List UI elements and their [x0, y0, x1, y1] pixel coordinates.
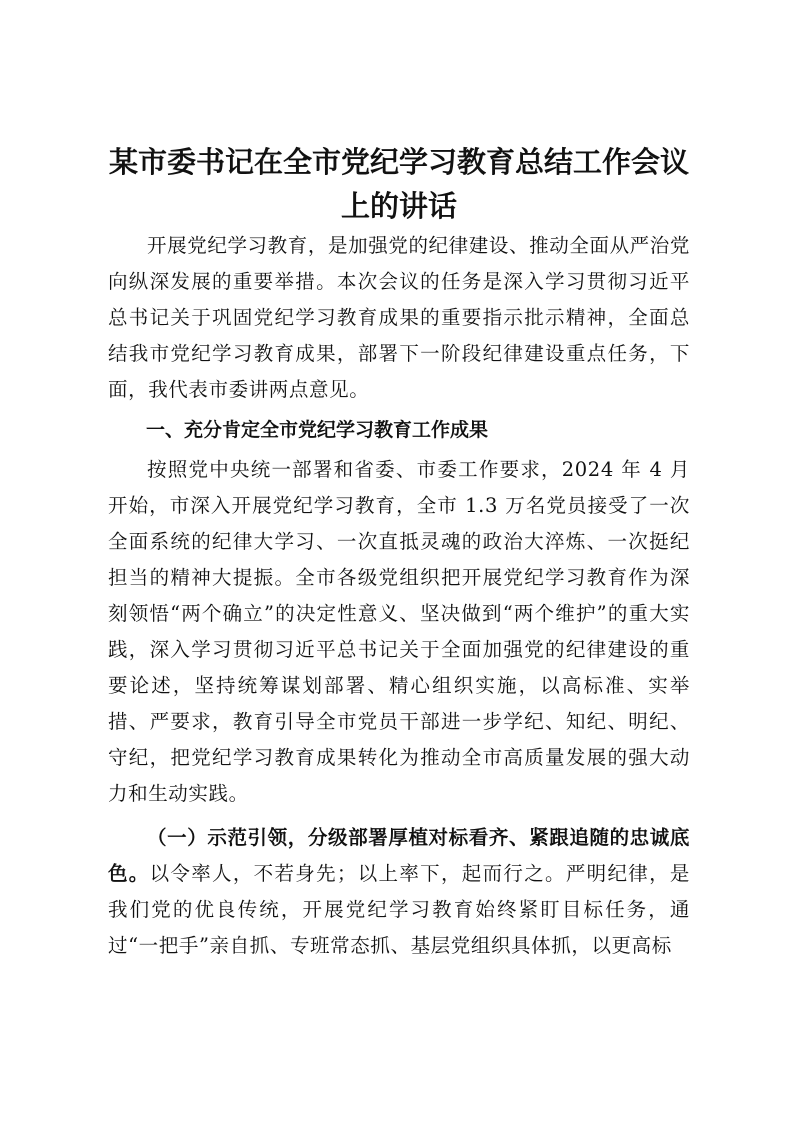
subsection-1-heading: （一）示范引领，分级部署厚植对标看齐、紧跟追随的忠诚底色。 [108, 826, 690, 885]
document-page [108, 140, 690, 964]
paragraph-gap [108, 812, 690, 820]
section-1-paragraph: 按照党中央统一部署和省委、市委工作要求，2024 年 4 月开始，市深入开展党纪学习教育，全市 1.3 万名党员接受了一次全面系统的纪律大学习、一次直抵灵魂的政治大淬炼、一次挺纪担当的精神大提振。全市各级党组织把开展党纪学习教育作为深刻领悟“两个确立”的决定性意义、坚决做到“两个维护”的重大实践，深入学习贯彻习近平总书记关于全面加强党的纪律建设的重要论述，坚持统筹谋划部署、精心组织实施，以高标准、实举措、严要求，教育引导全市党员干部进一步学纪、知纪、明纪、守纪，把党纪学习教育成果转化为推动全市高质量发展的强大动力和生动实践。 [108, 458, 690, 805]
title-line-1: 某市委书记在全市党纪学习教育总结工作会议 [108, 145, 689, 179]
intro-paragraph: 开展党纪学习教育，是加强党的纪律建设、推动全面从严治党向纵深发展的重要举措。本次会议的任务是深入学习贯彻习近平总书记关于巩固党纪学习教育成果的重要指示批示精神，全面总结我市党纪学习教育成果，部署下一阶段纪律建设重点任务，下面，我代表市委讲两点意见。 [108, 234, 690, 401]
section-1-heading: 一、充分肯定全市党纪学习教育工作成果 [146, 419, 489, 441]
subsection-1-text: 以令率人，不若身先；以上率下，起而行之。严明纪律，是我们党的优良传统，开展党纪学习教育始终紧盯目标任务，通过“一把手”亲自抓、专班常态抓、基层党组织具体抓，以更高标 [108, 862, 690, 957]
title-line-2: 上的讲话 [340, 189, 457, 223]
document-title [108, 140, 690, 228]
subsection-1-paragraph [108, 820, 690, 964]
